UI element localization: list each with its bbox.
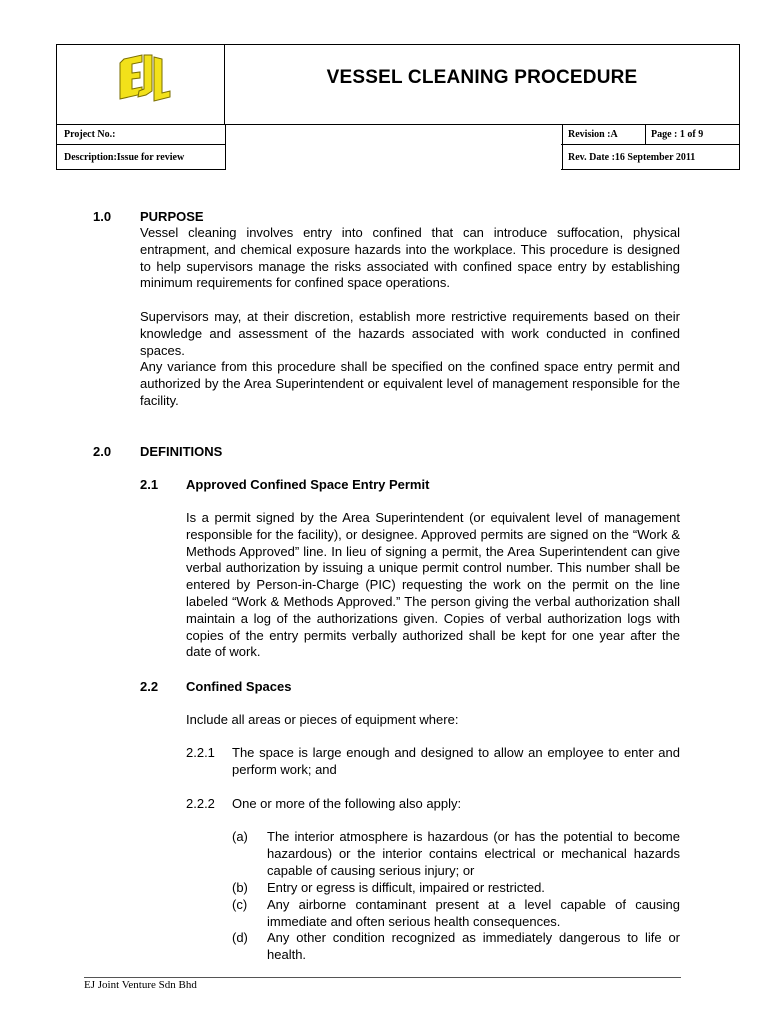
purpose-paragraph-1: Vessel cleaning involves entry into confined that can introduce suffocation, physical entrapment, and chemical exposure hazards into the workplace. This procedure is designed to help supervisors manage the risks associated with confined space entry by establishing minimum requirements for confined space operations. (140, 225, 680, 291)
page-label: Page : 1 of 9 (651, 129, 704, 140)
list-item-text: Entry or egress is difficult, impaired or restricted. (267, 880, 545, 895)
list-item-label: (c) (232, 897, 248, 912)
list-item-text: Any airborne contaminant present at a level capable of causing immediate and often serious health consequences. (267, 897, 680, 929)
list-item-label: (b) (232, 880, 248, 895)
section-number: 2.0 (93, 444, 112, 459)
revision-label: Revision :A (568, 129, 618, 140)
clause-text: One or more of the following also apply: (232, 796, 462, 811)
company-logo (112, 53, 214, 154)
clause-number: 2.2.2 (186, 796, 215, 811)
list-item-text: Any other condition recognized as immediately dangerous to life or health. (267, 930, 680, 962)
section-title: DEFINITIONS (140, 444, 223, 459)
section-number: 1.0 (93, 209, 112, 224)
clause-number: 2.2.1 (186, 745, 215, 760)
logo-text: EJV (212, 153, 214, 154)
list-item-text: The interior atmosphere is hazardous (or has the potential to become hazardous) or the interior contains electrical or mechanical hazards capable of causing serious injury; or (267, 829, 680, 878)
list-item-label: (d) (232, 930, 248, 945)
title-cell (225, 45, 739, 125)
confined-spaces-intro: Include all areas or pieces of equipment where: (186, 712, 459, 727)
document-header (56, 44, 740, 170)
subsection-title: Confined Spaces (186, 679, 292, 694)
clause-text: The space is large enough and designed to allow an employee to enter and perform work; and (232, 745, 680, 777)
purpose-paragraph-3: Any variance from this procedure shall be specified on the confined space entry permit and authorized by the Area Superintendent or equivalent level of management responsible for the facility. (140, 359, 680, 408)
description-label: Description:Issue for review (64, 152, 185, 163)
subsection-title: Approved Confined Space Entry Permit (186, 477, 430, 492)
project-no-label: Project No.: (64, 129, 116, 140)
list-item-label: (a) (232, 829, 248, 844)
definition-paragraph: Is a permit signed by the Area Superintendent (or equivalent level of management responsible for the facility), or designee. Approved permits are signed on the “Work & Methods Approved” line. In lieu of signing a permit, the Area Superintendent can give verbal authorization by issuing a unique permit control number. This number shall be entered by Person-in-Charge (PIC) requesting the work on the permit on the line labeled “Work & Methods Approved.” The person giving the verbal authorization shall maintain a log of the authorizations given. Copies of verbal authorization logs with copies of the entry permits verbally authorized shall be kept for one year after the date of work. (186, 510, 680, 660)
footer-divider (84, 977, 681, 978)
subsection-number: 2.2 (140, 679, 159, 694)
document-title: VESSEL CLEANING PROCEDURE (326, 67, 638, 88)
section-title: PURPOSE (140, 209, 204, 224)
subsection-number: 2.1 (140, 477, 159, 492)
purpose-paragraph-2: Supervisors may, at their discretion, establish more restrictive requirements based on their knowledge and assessment of the hazards associated with work conducted in confined spaces. (140, 309, 680, 358)
rev-date-label: Rev. Date :16 September 2011 (568, 152, 696, 163)
footer-company: EJ Joint Venture Sdn Bhd (84, 979, 197, 991)
